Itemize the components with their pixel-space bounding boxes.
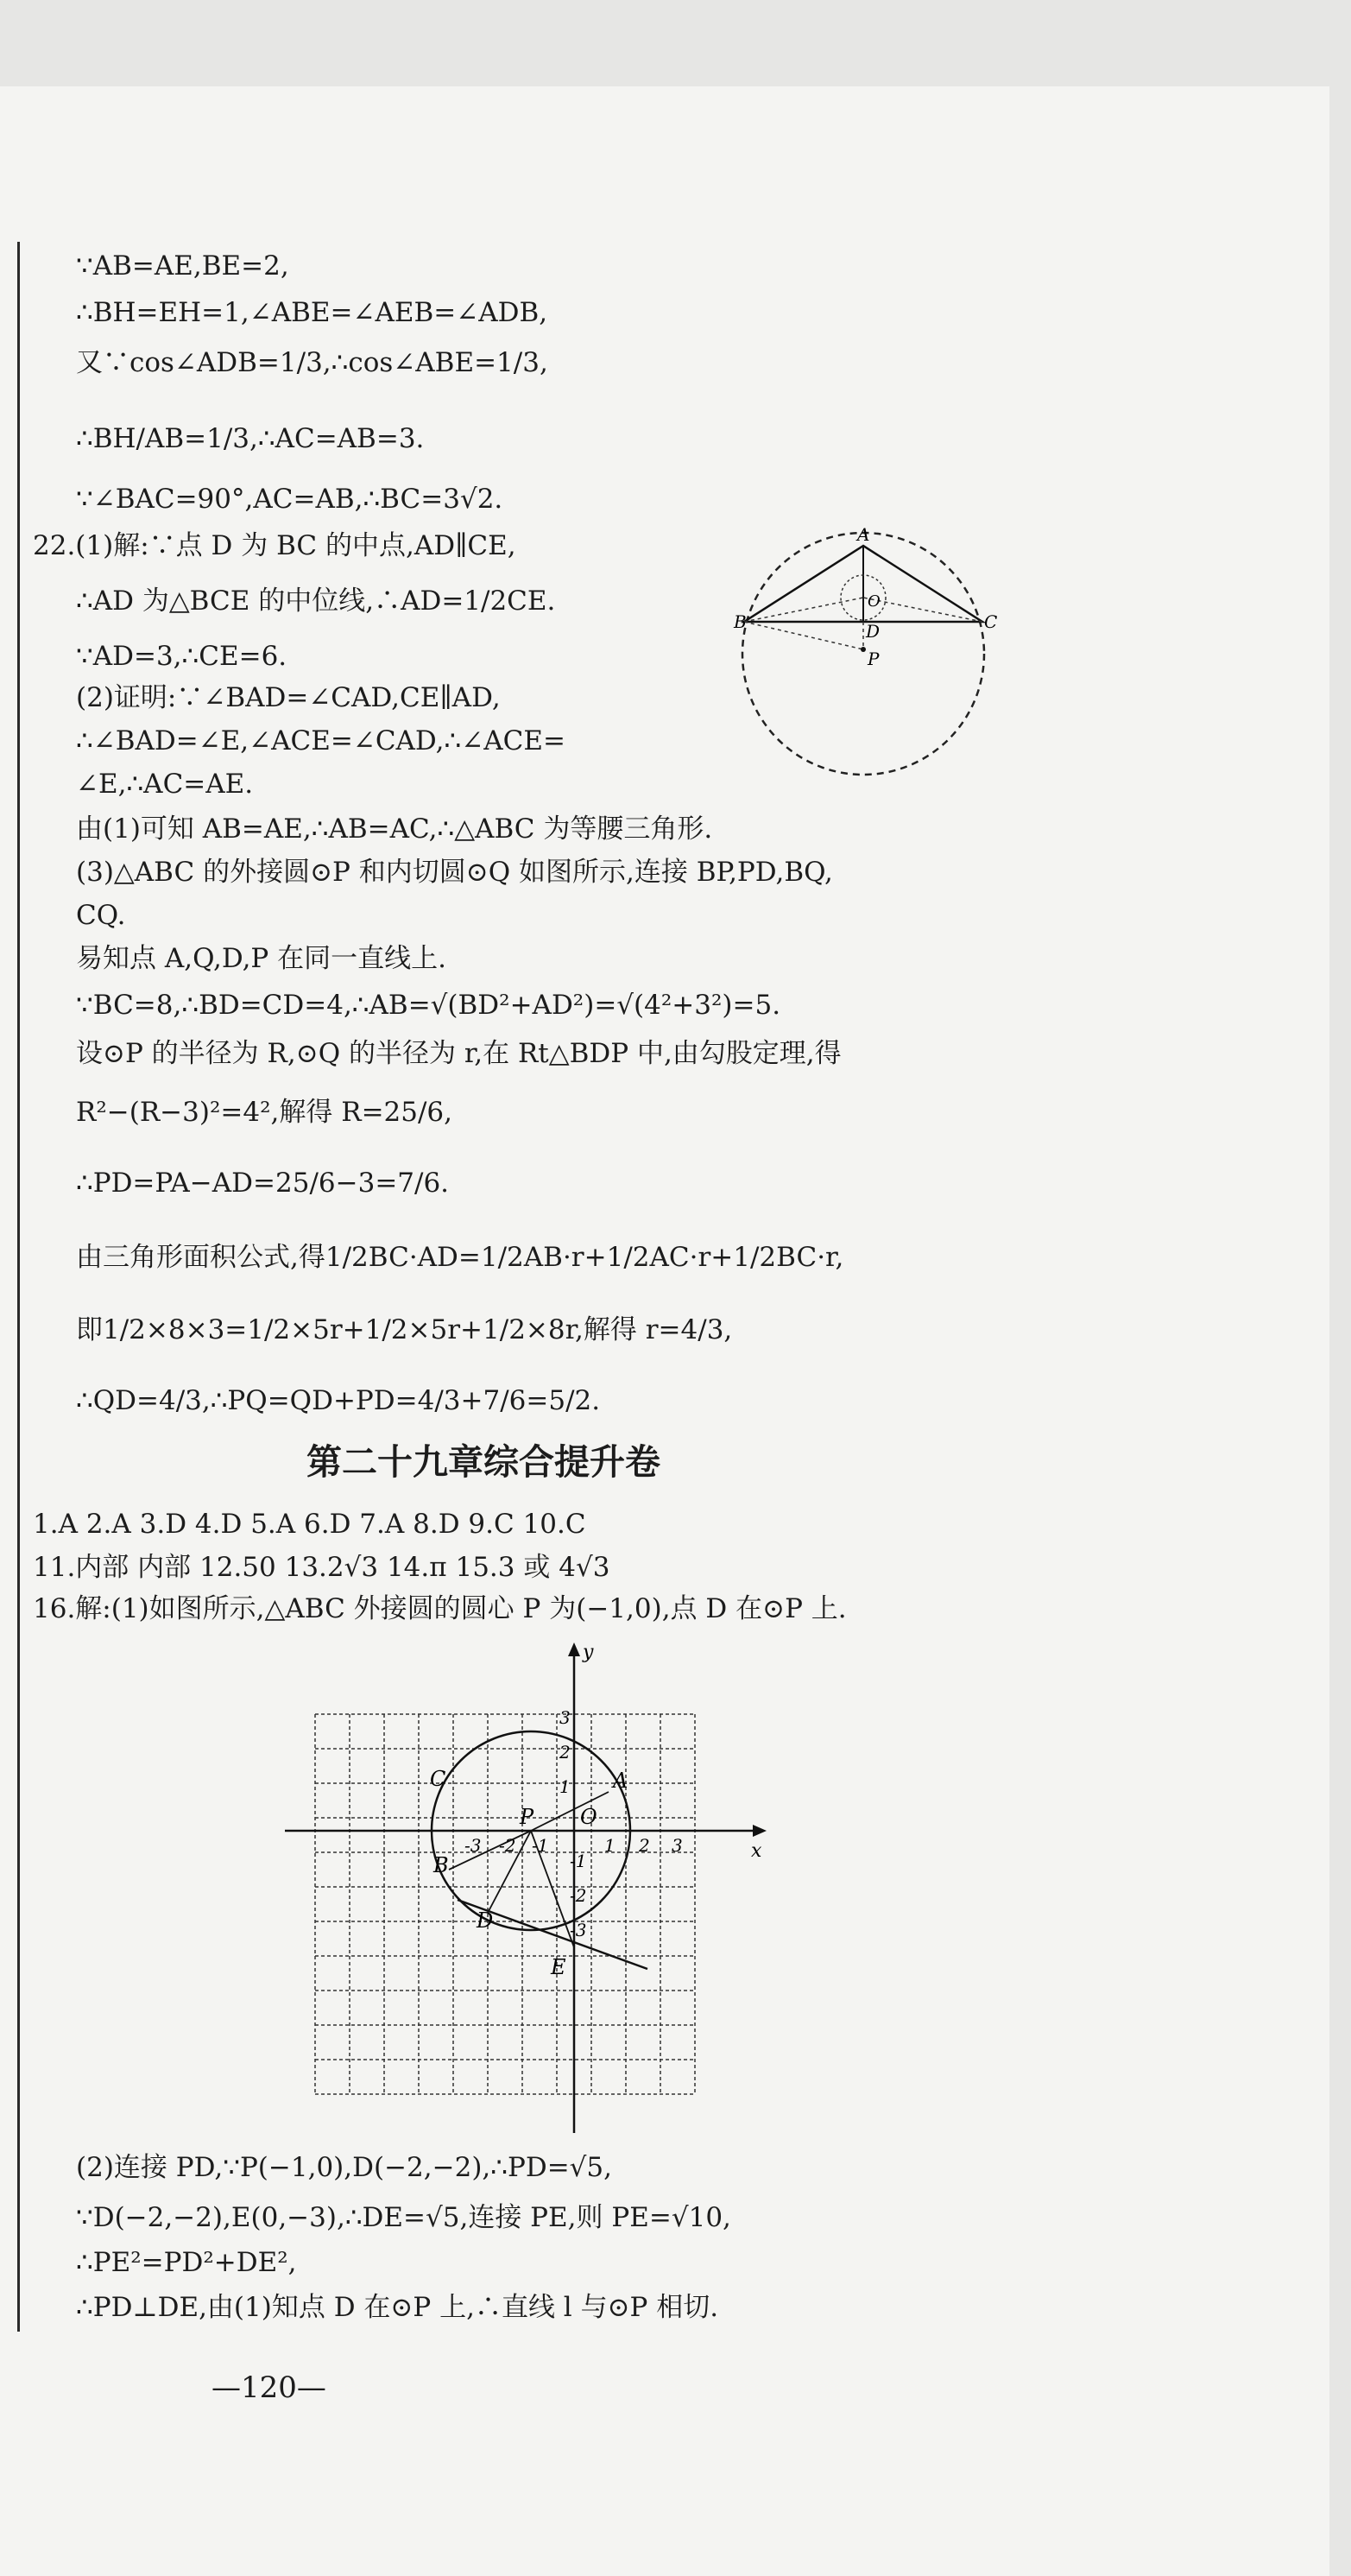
segment-pb bbox=[449, 1831, 531, 1870]
tick-y-1: 1 bbox=[559, 1776, 571, 1797]
solution-line: 易知点 A,Q,D,P 在同一直线上. bbox=[76, 943, 446, 974]
label-d: D bbox=[866, 621, 881, 642]
solution-line: 由三角形面积公式,得1/2BC·AD=1/2AB·r+1/2AC·r+1/2BC·r, bbox=[76, 1242, 844, 1273]
page-number: —120— bbox=[211, 2370, 326, 2405]
tick-x-neg3: -3 bbox=[464, 1835, 482, 1856]
tick-y-neg2: -2 bbox=[570, 1885, 587, 1906]
y-axis-arrow bbox=[568, 1642, 580, 1656]
label-d: D bbox=[477, 1908, 494, 1933]
label-o: O bbox=[868, 592, 881, 611]
solution-line: 即1/2×8×3=1/2×5r+1/2×5r+1/2×8r,解得 r=4/3, bbox=[76, 1314, 733, 1345]
tick-y-2: 2 bbox=[559, 1742, 571, 1763]
label-a: A bbox=[613, 1769, 628, 1793]
solution-line: ∴PD=PA−AD=25/6−3=7/6. bbox=[76, 1168, 450, 1199]
tick-y-neg3: -3 bbox=[570, 1920, 587, 1940]
solution-line: 设⊙P 的半径为 R,⊙Q 的半径为 r,在 Rt△BDP 中,由勾股定理,得 bbox=[76, 1038, 842, 1069]
label-o: O bbox=[580, 1805, 597, 1829]
label-y: y bbox=[583, 1642, 594, 1663]
solution-line: (2)连接 PD,∵P(−1,0),D(−2,−2),∴PD=√5, bbox=[76, 2152, 613, 2183]
label-p: P bbox=[520, 1805, 534, 1829]
label-a: A bbox=[857, 524, 870, 545]
margin-line bbox=[17, 242, 20, 2332]
label-e: E bbox=[551, 1955, 566, 1979]
tick-x-neg1: -1 bbox=[532, 1835, 549, 1856]
solution-line: 由(1)可知 AB=AE,∴AB=AC,∴△ABC 为等腰三角形. bbox=[76, 813, 713, 845]
solution-line: ∴QD=4/3,∴PQ=QD+PD=4/3+7/6=5/2. bbox=[76, 1385, 601, 1416]
label-c: C bbox=[430, 1767, 446, 1791]
solution-line: CQ. bbox=[76, 900, 126, 931]
point-p bbox=[861, 647, 866, 652]
answers-row-1: 1.A 2.A 3.D 4.D 5.A 6.D 7.A 8.D 9.C 10.C bbox=[33, 1509, 586, 1540]
solution-line: 又∵cos∠ADB=1/3,∴cos∠ABE=1/3, bbox=[76, 347, 548, 378]
section-title: 第二十九章综合提升卷 bbox=[306, 1441, 660, 1483]
circle-triangle-figure bbox=[734, 524, 998, 779]
tick-x-3: 3 bbox=[672, 1835, 683, 1856]
segment-bp bbox=[744, 622, 863, 649]
solution-line: ∠E,∴AC=AE. bbox=[76, 769, 254, 800]
problem-22-line: 22.(1)解:∵点 D 为 BC 的中点,AD∥CE, bbox=[33, 530, 516, 561]
problem-16-line: 16.解:(1)如图所示,△ABC 外接圆的圆心 P 为(−1,0),点 D 在⊙P 上. bbox=[33, 1593, 847, 1624]
tick-x-2: 2 bbox=[639, 1835, 650, 1856]
label-p: P bbox=[868, 649, 880, 669]
solution-line: ∴BH=EH=1,∠ABE=∠AEB=∠ADB, bbox=[76, 297, 548, 328]
solution-line: ∴∠BAD=∠E,∠ACE=∠CAD,∴∠ACE= bbox=[76, 725, 565, 756]
tick-x-1: 1 bbox=[604, 1835, 616, 1856]
solution-line: (3)△ABC 的外接圆⊙P 和内切圆⊙Q 如图所示,连接 BP,PD,BQ, bbox=[76, 857, 833, 888]
solution-line: ∵AD=3,∴CE=6. bbox=[76, 641, 287, 672]
solution-line: ∴PD⊥DE,由(1)知点 D 在⊙P 上,∴直线 l 与⊙P 相切. bbox=[76, 2292, 719, 2323]
solution-line: ∵AB=AE,BE=2, bbox=[76, 250, 289, 282]
tick-y-neg1: -1 bbox=[570, 1851, 587, 1871]
coordinate-figure bbox=[276, 1641, 777, 2142]
solution-line: ∵BC=8,∴BD=CD=4,∴AB=√(BD²+AD²)=√(4²+3²)=5. bbox=[76, 990, 781, 1021]
solution-line: ∵∠BAC=90°,AC=AB,∴BC=3√2. bbox=[76, 484, 503, 515]
tick-y-3: 3 bbox=[559, 1707, 571, 1728]
label-b: B bbox=[734, 611, 747, 632]
label-c: C bbox=[984, 611, 998, 632]
solution-line: R²−(R−3)²=4²,解得 R=25/6, bbox=[76, 1097, 453, 1128]
label-b: B bbox=[433, 1853, 449, 1877]
answers-row-2: 11.内部 内部 12.50 13.2√3 14.π 15.3 或 4√3 bbox=[33, 1552, 610, 1583]
solution-line: ∴PE²=PD²+DE², bbox=[76, 2247, 297, 2278]
solution-line: (2)证明:∵∠BAD=∠CAD,CE∥AD, bbox=[76, 682, 501, 713]
solution-line: ∴BH/AB=1/3,∴AC=AB=3. bbox=[76, 423, 425, 454]
label-x: x bbox=[751, 1840, 762, 1862]
x-axis-arrow bbox=[753, 1825, 767, 1837]
solution-line: ∴AD 为△BCE 的中位线,∴AD=1/2CE. bbox=[76, 585, 556, 617]
tick-x-neg2: -2 bbox=[499, 1835, 516, 1856]
solution-line: ∵D(−2,−2),E(0,−3),∴DE=√5,连接 PE,则 PE=√10, bbox=[76, 2202, 731, 2233]
